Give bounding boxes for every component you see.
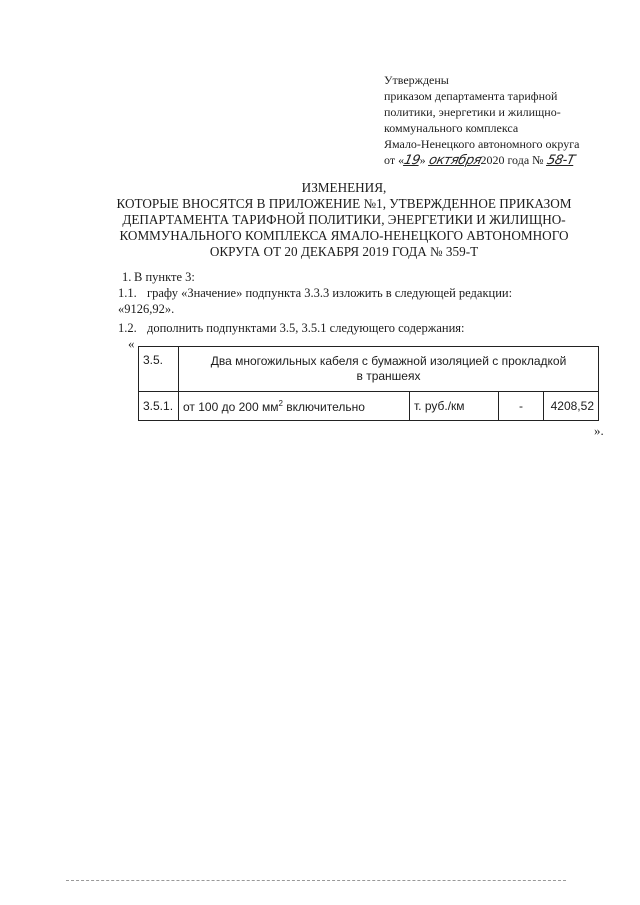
handwritten-month: октября — [427, 153, 483, 168]
handwritten-order-number: 58-Т — [545, 153, 576, 168]
title-line-3: ДЕПАРТАМЕНТА ТАРИФНОЙ ПОЛИТИКИ, ЭНЕРГЕТИКИ И ЖИЛИЩНО- — [122, 212, 566, 227]
row-3-5-heading — [179, 347, 599, 392]
row-3-5-1-number: 3.5.1. — [139, 392, 179, 421]
approval-line-3: политики, энергетики и жилищно- — [384, 105, 561, 119]
approval-block — [384, 72, 624, 169]
heading-line-2: в траншеях — [356, 369, 421, 383]
approval-date-line — [384, 152, 624, 169]
point-1-2 — [118, 320, 598, 336]
quote-open: « — [128, 336, 135, 351]
document-title — [100, 180, 588, 260]
scan-edge-line — [66, 880, 566, 882]
point-1-2-number: 1.2. — [118, 321, 137, 335]
point-1-1-number: 1.1. — [118, 286, 137, 300]
handwritten-day: 19 — [402, 153, 422, 168]
approval-line-5: Ямало-Ненецкого автономного округа — [384, 137, 580, 151]
point-1-2-text: дополнить подпунктами 3.5, 3.5.1 следующего содержания: — [147, 321, 465, 335]
date-prefix: от « — [384, 153, 405, 167]
desc-superscript: 2 — [278, 398, 283, 408]
title-line-2: КОТОРЫЕ ВНОСЯТСЯ В ПРИЛОЖЕНИЕ №1, УТВЕРЖДЕННОЕ ПРИКАЗОМ — [116, 196, 572, 211]
title-line-5: ОКРУГА ОТ 20 ДЕКАБРЯ 2019 ГОДА № 359-Т — [209, 244, 479, 259]
table-row — [139, 347, 599, 392]
row-3-5-1-empty-value: - — [499, 392, 544, 421]
title-line-1: ИЗМЕНЕНИЯ, — [301, 180, 387, 195]
approval-line-4: коммунального комплекса — [384, 121, 519, 135]
heading-line-1: Два многожильных кабеля с бумажной изоляцией с прокладкой — [210, 354, 567, 368]
row-3-5-number: 3.5. — [139, 347, 179, 392]
row-3-5-1-value: 4208,52 — [544, 392, 599, 421]
amendment-points — [118, 269, 598, 336]
point-1-1-continuation: «9126,92». — [118, 302, 175, 316]
point-1-text: В пункте 3: — [134, 270, 195, 284]
point-1-1 — [118, 285, 598, 301]
table-row — [139, 392, 599, 421]
desc-tail: включительно — [282, 399, 365, 414]
row-3-5-1-description — [179, 392, 410, 421]
year-text: 2020 года № — [480, 153, 544, 167]
quote-close: ». — [594, 423, 604, 438]
tariff-table — [138, 346, 599, 421]
point-1 — [118, 269, 598, 285]
point-1-number: 1. — [122, 270, 132, 284]
approval-line-2: приказом департамента тарифной — [384, 89, 558, 103]
desc-text: от 100 до 200 мм — [183, 399, 279, 414]
point-1-1-text: графу «Значение» подпункта 3.3.3 изложить в следующей редакции: — [147, 286, 513, 300]
date-mid: » — [419, 153, 426, 167]
row-3-5-1-unit: т. руб./км — [410, 392, 499, 421]
title-line-4: КОММУНАЛЬНОГО КОМПЛЕКСА ЯМАЛО-НЕНЕЦКОГО АВТОНОМНОГО — [119, 228, 569, 243]
approval-line-1: Утверждены — [384, 73, 449, 87]
